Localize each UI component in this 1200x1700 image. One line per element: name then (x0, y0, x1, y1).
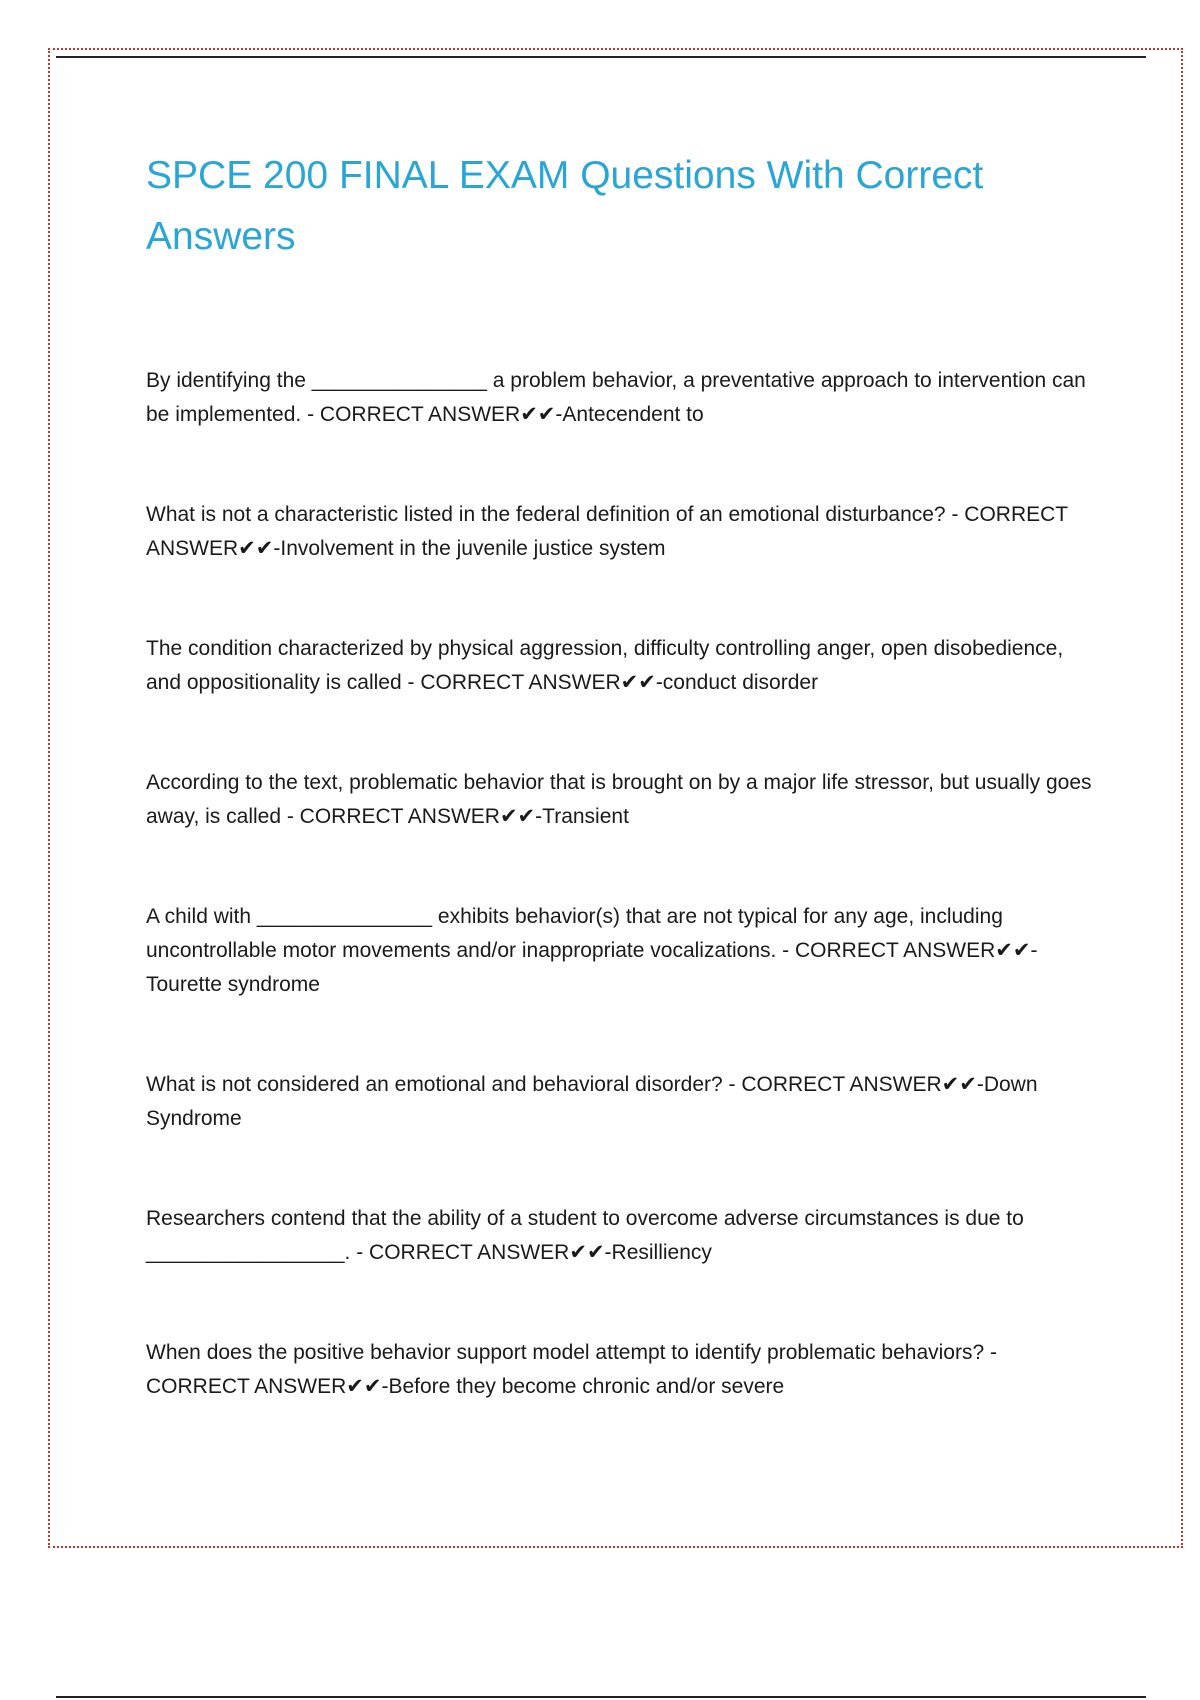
footer-rule (56, 1696, 1146, 1698)
question-item: According to the text, problematic behavior that is brought on by a major life stressor, but usually goes away, is called - CORRECT ANSWER✔✔-Transient (146, 771, 1092, 828)
question-item: When does the positive behavior support model attempt to identify problematic behaviors? - CORRECT ANSWER✔✔-Before they become chronic and/or severe (146, 1341, 997, 1398)
document-title: SPCE 200 FINAL EXAM Questions With Correct Answers (146, 154, 984, 258)
header-rule (56, 56, 1146, 58)
question-item: A child with _______________ exhibits behavior(s) that are not typical for any age, including uncontrollable motor movements and/or inappropriate vocalizations. - CORRECT ANSWER✔✔-Tourette syndrome (146, 905, 1038, 996)
question-list (146, 364, 1096, 1404)
question-item: What is not considered an emotional and behavioral disorder? - CORRECT ANSWER✔✔-Down Syndrome (146, 1073, 1038, 1130)
question-item: Researchers contend that the ability of a student to overcome adverse circumstances is due to _________________. - CORRECT ANSWER✔✔-Resilliency (146, 1207, 1024, 1264)
question-item: What is not a characteristic listed in the federal definition of an emotional disturbance? - CORRECT ANSWER✔✔-Involvement in the juvenile justice system (146, 503, 1068, 560)
question-item: By identifying the _______________ a problem behavior, a preventative approach to intervention can be implemented. - CORRECT ANSWER✔✔-Antecendent to (146, 369, 1086, 426)
question-item: The condition characterized by physical aggression, difficulty controlling anger, open disobedience, and oppositionality is called - CORRECT ANSWER✔✔-conduct disorder (146, 637, 1064, 694)
